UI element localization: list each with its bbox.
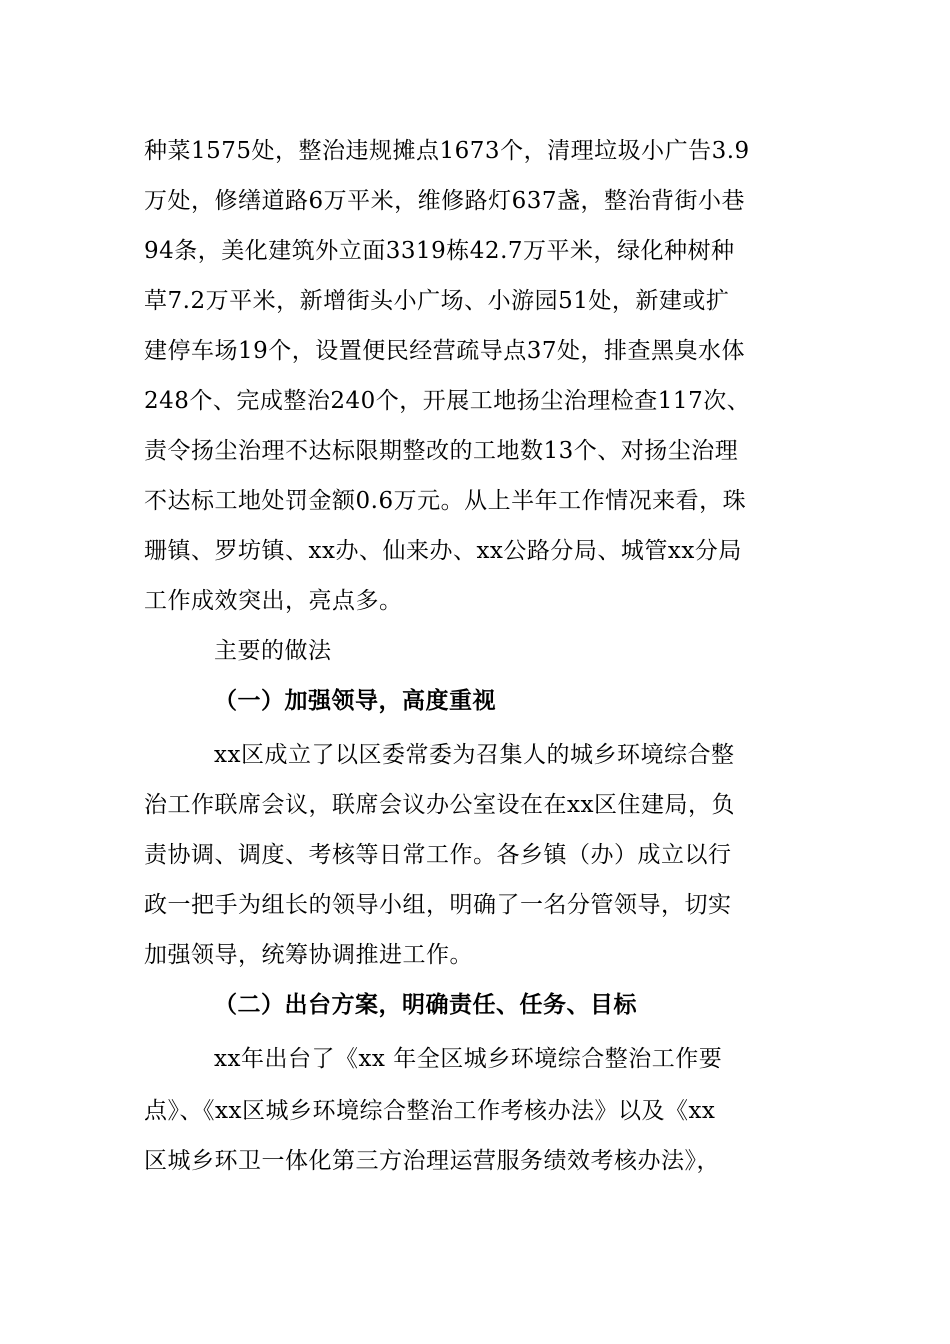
paragraph-3-line-3: 区城乡环卫一体化第三方治理运营服务绩效考核办法》， — [144, 1148, 720, 1174]
paragraph-2-line-1: xx区成立了以区委常委为召集人的城乡环境综合整 — [214, 742, 735, 768]
paragraph-1-line-1: 种菜1575处，整治违规摊点1673个，清理垃圾小广告3.9 — [144, 138, 750, 164]
paragraph-1-line-7: 责令扬尘治理不达标限期整改的工地数13个、对扬尘治理 — [144, 438, 739, 464]
paragraph-3-line-1: xx年出台了《xx 年全区城乡环境综合整治工作要 — [214, 1046, 723, 1072]
heading-2: （二）出台方案，明确责任、任务、目标 — [214, 991, 637, 1018]
paragraph-2-line-3: 责协调、调度、考核等日常工作。各乡镇（办）成立以行 — [144, 842, 732, 868]
paragraph-1-line-8: 不达标工地处罚金额0.6万元。从上半年工作情况来看，珠 — [144, 488, 747, 514]
heading-1: （一）加强领导，高度重视 — [214, 687, 496, 714]
paragraph-2-line-4: 政一把手为组长的领导小组，明确了一名分管领导，切实 — [144, 892, 732, 918]
paragraph-1-line-2: 万处，修缮道路6万平米，维修路灯637盏，整治背街小巷 — [144, 188, 746, 214]
paragraph-1-line-10: 工作成效突出，亮点多。 — [144, 588, 403, 614]
paragraph-1-line-5: 建停车场19个，设置便民经营疏导点37处，排查黑臭水体 — [144, 338, 746, 364]
paragraph-2-line-2: 治工作联席会议，联席会议办公室设在在xx区住建局，负 — [144, 792, 735, 818]
section-title: 主要的做法 — [214, 638, 332, 664]
paragraph-2-line-5: 加强领导，统筹协调推进工作。 — [144, 942, 473, 968]
paragraph-1-line-3: 94条，美化建筑外立面3319栋42.7万平米，绿化种树种 — [144, 238, 735, 264]
paragraph-1-line-6: 248个、完成整治240个，开展工地扬尘治理检查117次、 — [144, 388, 751, 414]
paragraph-1-line-4: 草7.2万平米，新增街头小广场、小游园51处，新建或扩 — [144, 288, 730, 314]
paragraph-3-line-2: 点》、《xx区城乡环境综合整治工作考核办法》以及《xx — [144, 1098, 716, 1124]
paragraph-1-line-9: 珊镇、罗坊镇、xx办、仙来办、xx公路分局、城管xx分局 — [144, 538, 742, 564]
